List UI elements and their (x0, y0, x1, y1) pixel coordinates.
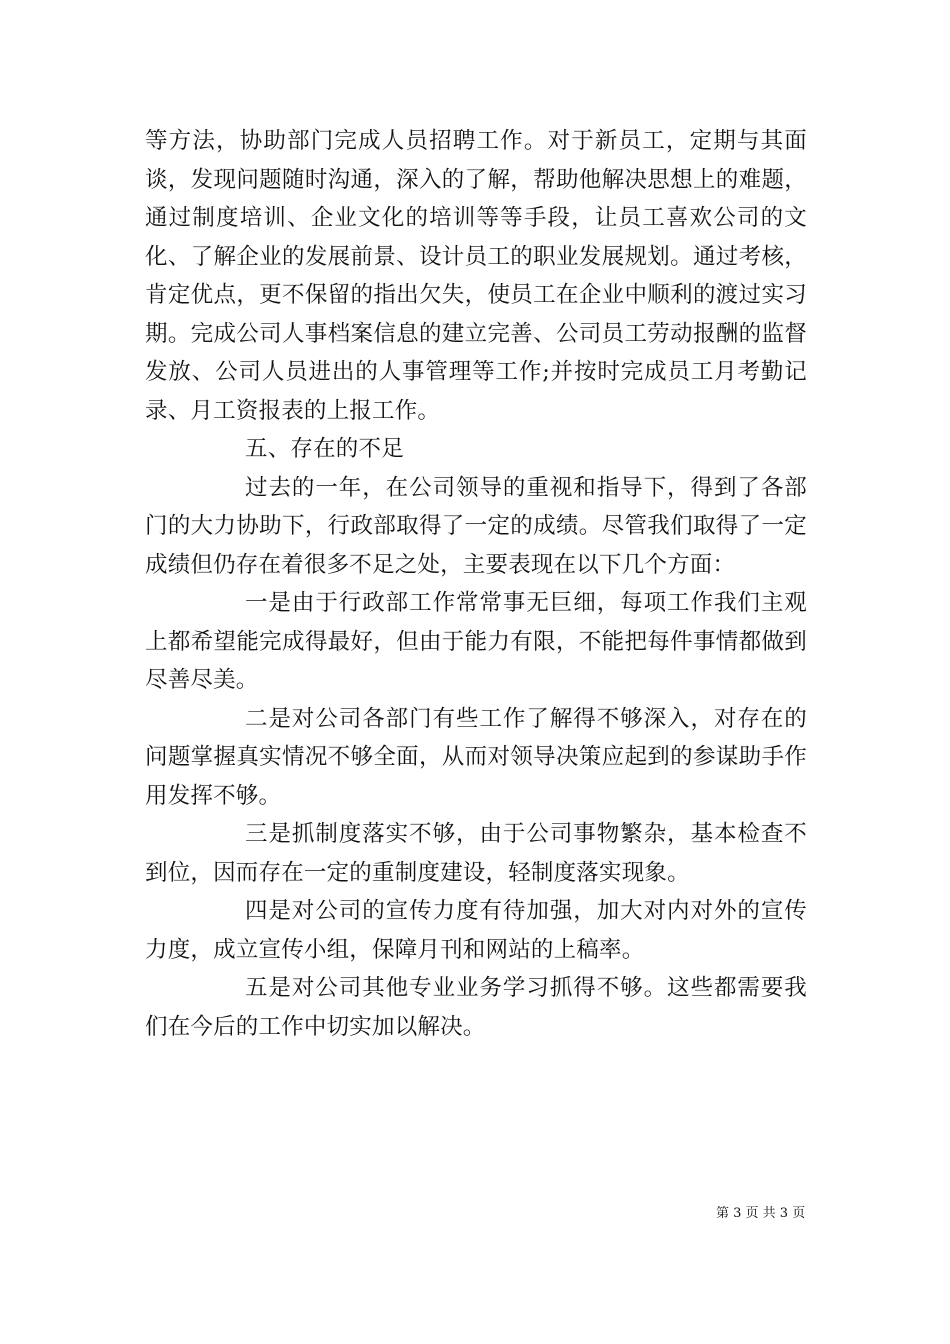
section-heading-shortcomings: 五、存在的不足 (245, 436, 404, 462)
paragraph-point-two: 二是对公司各部门有些工作了解得不够深入，对存在的问题掌握真实情况不够全面，从而对领导决策应起到的参谋助手作用发挥不够。 (145, 705, 807, 809)
paragraph-recruitment-continued: 等方法，协助部门完成人员招聘工作。对于新员工，定期与其面谈，发现问题随时沟通，深入的了解，帮助他解决思想上的难题，通过制度培训、企业文化的培训等等手段，让员工喜欢公司的文化、了解企业的发展前景、设计员工的职业发展规划。通过考核，肯定优点，更不保留的指出欠失，使员工在企业中顺利的渡过实习期。完成公司人事档案信息的建立完善、公司员工劳动报酬的监督发放、公司人员进出的人事管理等工作;并按时完成员工月考勤记录、月工资报表的上报工作。 (145, 128, 807, 424)
paragraph-point-three: 三是抓制度落实不够，由于公司事物繁杂，基本检查不到位，因而存在一定的重制度建设，轻制度落实现象。 (145, 821, 807, 886)
paragraph-review-intro: 过去的一年，在公司领导的重视和指导下，得到了各部门的大力协助下，行政部取得了一定的成绩。尽管我们取得了一定成绩但仍存在着很多不足之处，主要表现在以下几个方面： (145, 474, 807, 578)
paragraph-point-five: 五是对公司其他专业业务学习抓得不够。这些都需要我们在今后的工作中切实加以解决。 (145, 975, 807, 1040)
document-body (145, 122, 807, 1046)
page-number-footer: 第 3 页 共 3 页 (716, 1206, 806, 1221)
paragraph-point-four: 四是对公司的宣传力度有待加强，加大对内对外的宣传力度，成立宣传小组，保障月刊和网站的上稿率。 (145, 898, 807, 963)
paragraph-point-one: 一是由于行政部工作常常事无巨细，每项工作我们主观上都希望能完成得最好，但由于能力有限，不能把每件事情都做到尽善尽美。 (145, 590, 807, 693)
